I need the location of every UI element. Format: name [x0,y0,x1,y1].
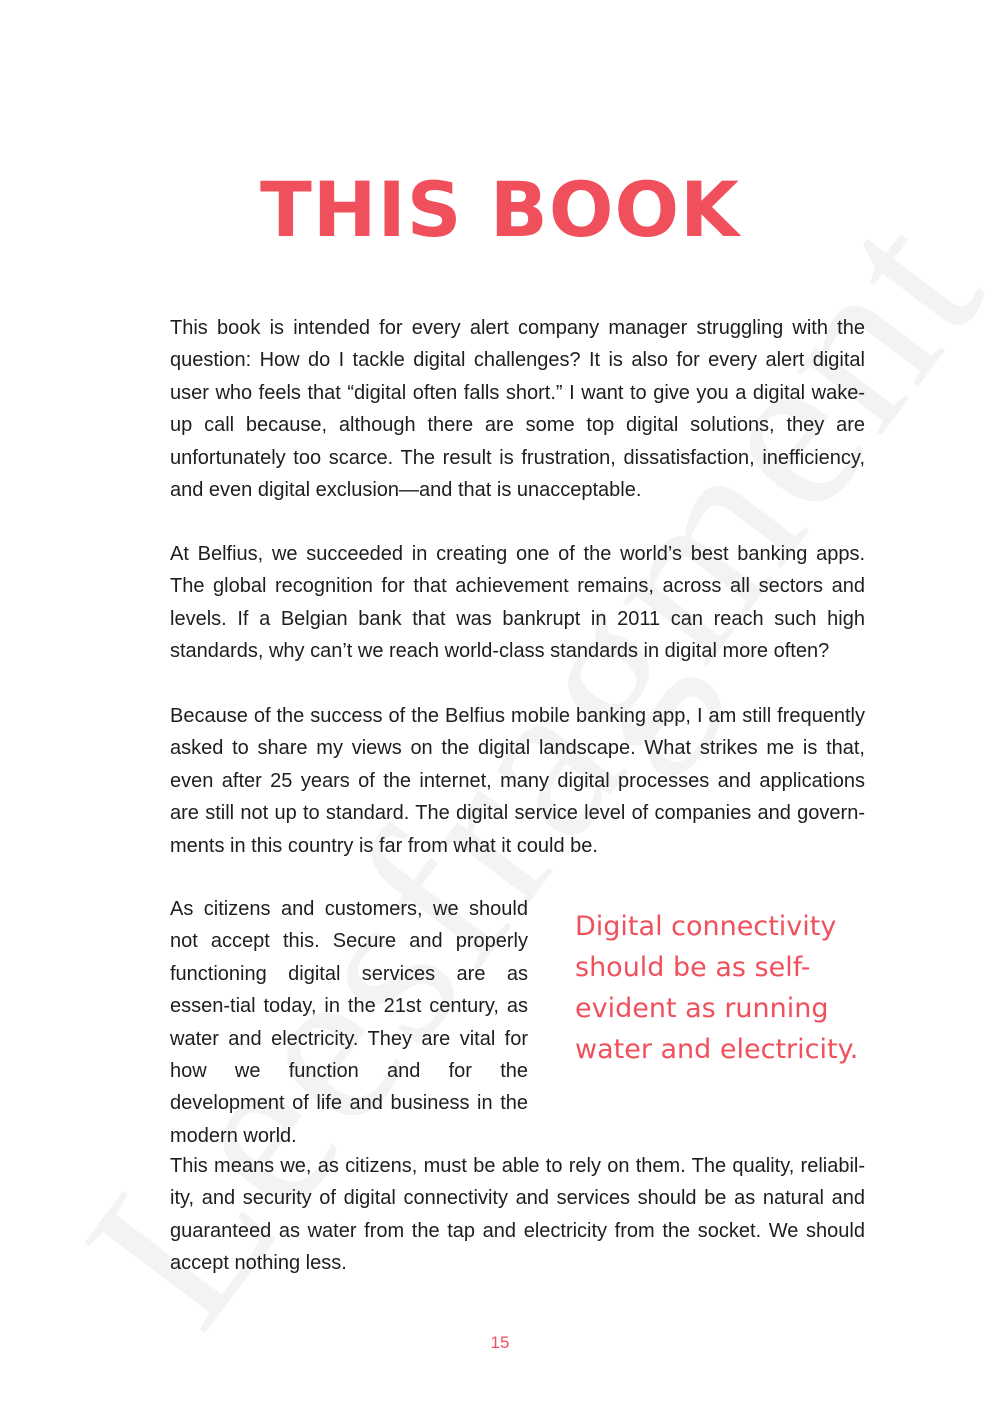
paragraph-landscape: Because of the success of the Belfius mobile banking app, I am still frequently asked to share my views on the digital landscape. What strikes me is that, even after 25 years of the internet, many digital processes and applications are still not up to standard. The digital service level of companies and govern-ments in this country is far from what it could be. [170,705,865,857]
page-title: THIS BOOK [260,165,740,254]
paragraph-belfius: At Belfius, we succeeded in creating one of the world’s best banking apps. The global recognition for that achievement remains, across all sectors and levels. If a Belgian bank that was bankrupt in 2011 can reach such high standards, why can’t we reach world-class standards in digital more often? [170,543,865,663]
paragraph-citizens: As citizens and customers, we should not accept this. Secure and properly functioning digital services are as essen-tial today, in the 21st century, as water and electricity. They are vital for how we function and for the development of life and business in the modern world. [170,898,528,1147]
page-number: 15 [490,1333,510,1352]
pull-quote: Digital connectivity should be as self-evident as running water and electricity. [575,911,859,1065]
paragraph-intro: This book is intended for every alert company manager struggling with the question: How do I tackle digital challenges? It is also for every alert digital user who feels that “digital often falls short.” I want to give you a digital wake-up call because, although there are some top digital solutions, they are unfortunately too scarce. The result is frustration, dissatisfaction, inefficiency, and even digital exclusion—and that is unacceptable. [170,317,865,502]
paragraph-reliability: This means we, as citizens, must be able to rely on them. The quality, reliabil-ity, and security of digital connectivity and services should be as natural and guaranteed as water from the tap and electricity from the socket. We should accept nothing less. [170,1155,865,1275]
